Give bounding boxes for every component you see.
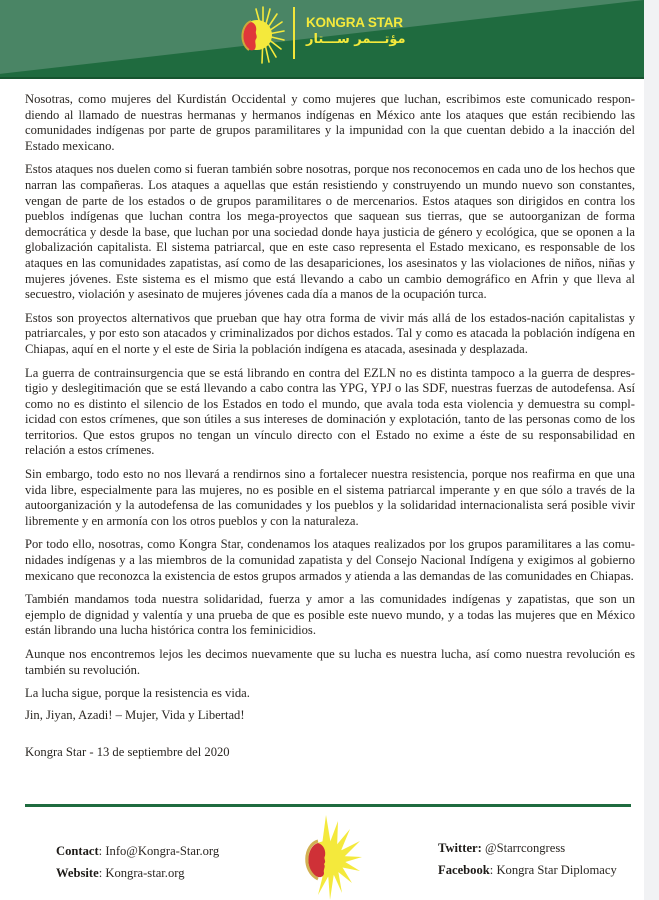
paragraph: Por todo ello, nosotras, como Kongra Star, condenamos los ataques realizados por los grupos paramilitares a las comunidades indígenas y a las miembros de la comunidad zapatista y del Consejo Nacional Indígena y exigimos al gobierno mexicano que reconozca la existencia de estos grupos armados y atienda a las demandas de las comunidades en Chiapas.: [25, 537, 635, 583]
logo-divider: [293, 7, 295, 59]
sun-face-logo-icon: [304, 815, 362, 900]
twitter-label: Twitter:: [438, 841, 482, 855]
footer-divider: [25, 804, 631, 807]
website-label: Website: [56, 866, 99, 880]
twitter-handle-link[interactable]: @Starrcongress: [484, 841, 566, 855]
facebook-page-link[interactable]: Kongra Star Diplomacy: [496, 863, 617, 877]
paragraph: Estos son proyectos alternativos que prueban que hay otra forma de vivir más allá de los estados-nación capitalistas y patriarcales, y por esto son atacados y criminalizados por dichos estados. Tal y como es atacada la población indígena en Chiapas, aquí en el norte y el este de Siria la población indígena es atacada, asesinada y desplazada.: [25, 310, 635, 356]
paragraph: Sin embargo, todo esto no nos llevará a rendirnos sino a fortalecer nuestra resistencia, porque nos reafirma en que una vida libre, especialmente para las mujeres, no es posible en el sistema patriarcal imperante y en que sólo a través de la autoorganización y la autodefensa de las comunidades y los pueblos y la solidaridad internacionalista será posible vivir libremente y en armonía con los otros pueblos y con la naturaleza.: [25, 467, 635, 528]
signature: Kongra Star - 13 de septiembre del 2020: [25, 745, 230, 760]
facebook-label: Facebook: [438, 863, 490, 877]
paragraph: Aunque nos encontremos lejos les decimos nuevamente que su lucha es nuestra lucha, así como nuestra revolución es también su revolución.: [25, 647, 635, 677]
contact-email-link[interactable]: Info@Kongra-Star.org: [105, 844, 220, 858]
closing-line: La lucha sigue, porque la resistencia es vida.: [25, 686, 250, 701]
footer-social-block: [438, 837, 617, 881]
org-name: KONGRA STAR: [306, 15, 403, 30]
twitter-row: [438, 837, 617, 859]
website-link[interactable]: Kongra-star.org: [105, 866, 185, 880]
header-banner: [0, 0, 644, 79]
paragraph: También mandamos toda nuestra solidaridad, fuerza y amor a las comunidades indígenas y zapatistas, que son un ejemplo de dignidad y valentía y una prueba de que es posible este nuevo mundo, y a todas las mujeres que en México están librando una lucha histórica contra los feminicidios.: [25, 592, 635, 638]
contact-label: Contact: [56, 844, 99, 858]
header-logo: [237, 5, 437, 71]
paragraph: Estos ataques nos duelen como si fueran también sobre nosotras, porque nos reconocemos en cada uno de los hechos que narran las compañeras. Los ataques a aquellas que están resistiendo y construyendo un mundo nuevo son constantes, vengan de parte de los estados o de grupos paramilitares o de mercenarios. Estos ataques son dirigidos en contra los pueblos indígenas que luchan contra los mega-proyectos que saquean sus tierras, que se autoorganizan de forma democrática y desde la base, que luchan por una sociedad donde haya justicia de género y ecológica, que se oponen a la globalización capitalista. El sistema patriarcal, que en este caso representa el Estado mexicano, es responsable de los ataques en las comunidades zapatistas, así como de las desapariciones, los asesinatos y las violaciones de niños, niñas y mujeres jóvenes. Este sistema es el mismo que está llevando a cabo un cambio demográfico en Afrin y que lleva al secuestro, violación y asesinato de mujeres jóvenes cada día a manos de la ocupación turca.: [25, 162, 635, 302]
facebook-row: Facebook: Kongra Star Diplomacy: [438, 863, 617, 877]
website-row: Website: Kongra-star.org: [56, 866, 185, 880]
sun-face-logo-icon: [237, 5, 285, 65]
closing-line: Jin, Jiyan, Azadi! – Mujer, Vida y Libertad!: [25, 707, 245, 722]
paragraph: Nosotras, como mujeres del Kurdistán Occidental y como mujeres que luchan, escribimos este comunicado respondiendo al llamado de nuestras hermanas y hermanos indígenas en México ante los ataques que están recibiendo las comunidades indígenas por parte de grupos paramilitares y la impunidad con la que cuentan debido a la inacción del Estado mexicano.: [25, 92, 635, 153]
footer-contact-block: [56, 840, 219, 884]
letter-body: [25, 92, 635, 769]
org-name-arabic: مؤتـــمر ســـتار: [306, 32, 406, 47]
paragraph: La guerra de contrainsurgencia que se está librando en contra del EZLN no es distinta tampoco a la guerra de desprestigio y deslegitimación que se está llevando a cabo contra las YPG, YPJ o las SDF, nuestras fuerzas de autodefensa. Así como no es distinto el silencio de los Estados en todo el mundo, que avala toda esta violencia y demuestra su complicidad con estos crímenes, que son útiles a sus intereses de dominación y explotación, tanto de las personas como de los territorios. Que estos grupos no tengan un vínculo directo con el Estado no exime a éste de su responsabilidad en relación a estos crímenes.: [25, 365, 635, 458]
contact-row: Contact: Info@Kongra-Star.org: [56, 844, 220, 858]
scrollbar-track[interactable]: [644, 0, 659, 900]
